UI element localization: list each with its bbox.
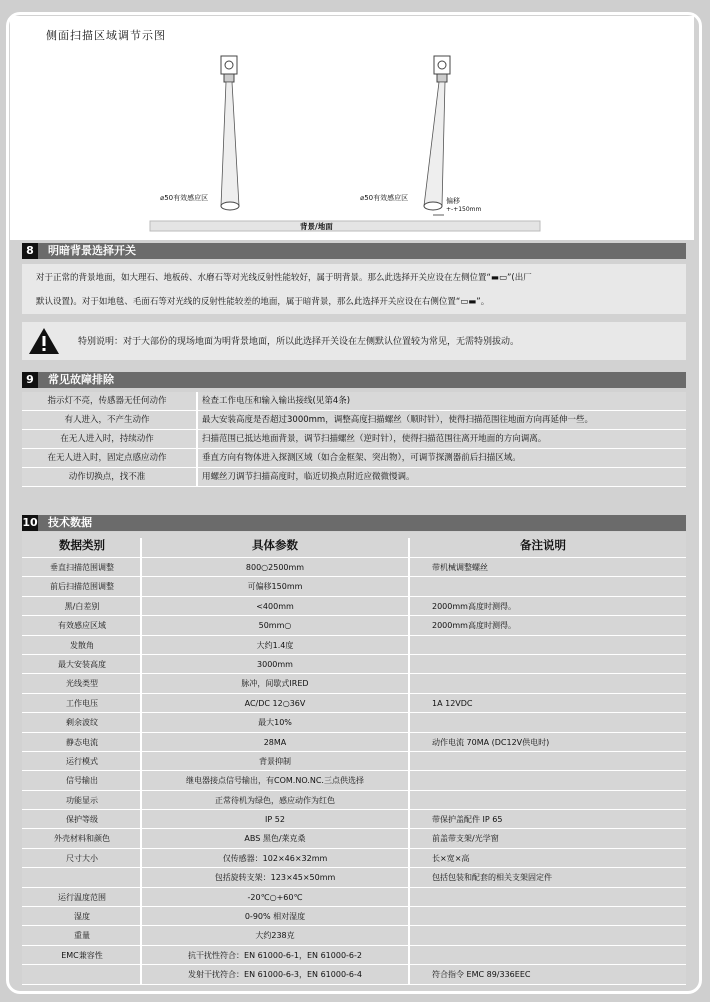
spec-note: 2000mm高度时测得。 xyxy=(432,601,516,611)
fault-solution: 扫描范围已抵达地面背景，调节扫描螺丝（逆时针），使得扫描范围往离开地面的方向调离。 xyxy=(202,434,547,444)
header-note: 备注说明 xyxy=(520,538,566,552)
spec-category: 保护等级 xyxy=(66,815,98,825)
table-row xyxy=(22,752,686,771)
spec-category: 前后扫描范围调整 xyxy=(50,582,114,592)
spec-note: 动作电流 70MA (DC12V供电时) xyxy=(432,737,550,747)
offset-label: 偏移 xyxy=(446,197,460,205)
spec-param: 发射干扰符合：EN 61000-6-3，EN 61000-6-4 xyxy=(188,970,362,980)
spec-param: IP 52 xyxy=(265,815,285,825)
spec-param: 最大10% xyxy=(258,718,292,728)
spec-note: 长×宽×高 xyxy=(432,853,470,863)
spec-category: 尺寸大小 xyxy=(66,853,98,863)
spec-param: 28MA xyxy=(263,737,287,747)
spec-param: 脉冲，间歇式IRED xyxy=(241,679,309,689)
table-row xyxy=(22,636,686,655)
table-row xyxy=(22,868,686,887)
section-10-header xyxy=(22,515,686,531)
right-zone-label: ⌀50有效感应区 xyxy=(360,194,409,202)
spec-param: -20℃○+60℃ xyxy=(247,892,303,902)
table-header xyxy=(22,532,686,558)
spec-category: 重量 xyxy=(74,931,90,941)
spec-param: 800○2500mm xyxy=(245,563,305,572)
table-row xyxy=(22,849,686,868)
spec-param: 继电器接点信号输出，有COM.NO.NC.三点供选择 xyxy=(186,776,364,786)
spec-note: 2000mm高度时测得。 xyxy=(432,621,516,631)
diagram-title: 侧面扫描区域调节示图 xyxy=(46,29,166,42)
spec-param: 大约238克 xyxy=(255,931,295,941)
table-row xyxy=(22,694,686,713)
fault-symptom: 动作切换点，找不准 xyxy=(68,472,146,482)
table-row xyxy=(22,965,686,984)
right-spot xyxy=(424,202,442,210)
fault-solution: 最大安装高度是否超过3000mm，调整高度扫描螺丝（顺时针），使得扫描范围往地面方向再延伸一些。 xyxy=(202,415,593,425)
spec-category: 最大安装高度 xyxy=(58,659,106,669)
fault-symptom: 在无人进入时，固定点感应动作 xyxy=(47,453,167,463)
section-title: 常见故障排除 xyxy=(48,373,114,386)
right-sensor-icon xyxy=(434,56,450,82)
spec-category: 运行模式 xyxy=(66,756,98,766)
spec-param: AC/DC 12○36V xyxy=(244,698,306,708)
spec-param: ABS 黑色/莱克桑 xyxy=(244,834,306,844)
spec-category: 外壳材料和颜色 xyxy=(54,834,110,844)
table-row xyxy=(22,468,686,487)
spec-param: 仅传感器：102×46×32mm xyxy=(222,853,328,863)
spec-param: <400mm xyxy=(256,601,294,611)
spec-category: 湿度 xyxy=(74,912,90,922)
spec-param: 0-90% 相对湿度 xyxy=(244,912,306,922)
spec-category: 信号输出 xyxy=(66,776,98,786)
spec-category: 有效感应区域 xyxy=(58,621,106,631)
spec-category: 工作电压 xyxy=(66,698,98,708)
table-row xyxy=(22,791,686,810)
table-row xyxy=(22,616,686,635)
warning-icon xyxy=(28,326,60,356)
section-number: 8 xyxy=(22,243,38,259)
paragraph-line: 对于正常的背景地面，如大理石、地板砖、水磨石等对光线反射性能较好，属于明背景。那么此选择开关应设在左侧位置“▬▭”(出厂 xyxy=(36,273,532,283)
spec-category: 运行温度范围 xyxy=(58,892,106,902)
section-title: 技术数据 xyxy=(48,516,92,529)
spec-param: 50mm○ xyxy=(258,621,292,631)
table-row xyxy=(22,655,686,674)
table-row xyxy=(22,810,686,829)
left-spot xyxy=(221,202,239,210)
fault-symptom: 在无人进入时，持续动作 xyxy=(60,434,154,444)
table-row xyxy=(22,771,686,790)
table-row xyxy=(22,733,686,752)
fault-solution: 用螺丝刀调节扫描高度时，临近切换点附近应微微慢调。 xyxy=(202,472,415,482)
spec-category: EMC兼容性 xyxy=(61,950,103,960)
section-title: 明暗背景选择开关 xyxy=(48,244,136,257)
header-param: 具体参数 xyxy=(252,538,298,552)
table-row xyxy=(22,946,686,965)
table-row xyxy=(22,392,686,411)
spec-category: 剩余波纹 xyxy=(66,718,98,728)
warning-box xyxy=(22,322,686,360)
spec-param: 包括旋转支架：123×45×50mm xyxy=(214,873,336,883)
spec-category: 光线类型 xyxy=(66,679,98,689)
fault-solution: 垂直方向有物体进入探测区域（如合金框架、突出物），可调节探测器前后扫描区域。 xyxy=(202,453,521,463)
table-row xyxy=(22,907,686,926)
table-row xyxy=(22,829,686,848)
spec-category: 黑/白差别 xyxy=(64,601,100,611)
table-row xyxy=(22,674,686,693)
spec-param: 大约1.4度 xyxy=(256,640,294,650)
spec-category: 发散角 xyxy=(70,640,94,650)
ground-bar xyxy=(150,221,540,231)
fault-symptom: 指示灯不亮，传感器无任何动作 xyxy=(47,396,167,406)
scan-diagram xyxy=(10,16,694,240)
tech-table xyxy=(22,532,686,985)
left-sensor-icon xyxy=(221,56,237,82)
spec-note: 1A 12VDC xyxy=(432,698,473,708)
header-category: 数据类别 xyxy=(59,538,105,552)
section-number: 10 xyxy=(22,516,38,529)
table-row xyxy=(22,926,686,945)
paragraph-line: 默认设置)。对于如地毯、毛面石等对光线的反射性能较差的地面，属于暗背景，那么此选择开关应设在右侧位置“▭▬”。 xyxy=(36,297,490,307)
right-beam xyxy=(424,82,445,206)
section-9-header xyxy=(22,372,686,388)
spec-param: 3000mm xyxy=(257,659,293,669)
offset-dimension: +-+150mm xyxy=(446,206,482,213)
spec-note: 包括包装和配套的相关支架固定件 xyxy=(432,873,552,883)
table-row xyxy=(22,713,686,732)
table-row xyxy=(22,449,686,468)
spec-param: 正常待机为绿色，感应动作为红色 xyxy=(215,795,335,805)
table-row xyxy=(22,888,686,907)
spec-note: 带保护盖配件 IP 65 xyxy=(432,815,503,825)
spec-category: 静态电流 xyxy=(66,737,98,747)
table-row xyxy=(22,558,686,577)
warning-text: 特别说明：对于大部份的现场地面为明背景地面，所以此选择开关设在左侧默认位置较为常见，无需特别拔动。 xyxy=(78,337,520,347)
table-row xyxy=(22,577,686,596)
spec-note: 符合指令 EMC 89/336EEC xyxy=(432,970,531,980)
spec-note: 前盖带支架/光学窗 xyxy=(432,834,499,844)
section-number: 9 xyxy=(22,372,38,388)
spec-param: 可偏移150mm xyxy=(247,582,303,592)
spec-param: 抗干扰性符合：EN 61000-6-1，EN 61000-6-2 xyxy=(188,950,362,960)
fault-table xyxy=(22,392,686,487)
left-zone-label: ⌀50有效感应区 xyxy=(160,194,209,202)
spec-param: 背景抑制 xyxy=(259,756,291,766)
fault-solution: 检查工作电压和输入输出接线(见第4条) xyxy=(202,396,351,406)
table-row xyxy=(22,411,686,430)
diagram-panel xyxy=(10,16,694,240)
spec-note: 带机械调整螺丝 xyxy=(432,563,488,572)
spec-category: 垂直扫描范围调整 xyxy=(50,563,114,572)
table-row xyxy=(22,597,686,616)
spec-category: 功能显示 xyxy=(66,795,98,805)
ground-label: 背景/地面 xyxy=(300,222,333,231)
table-row xyxy=(22,430,686,449)
section-8-body xyxy=(22,264,686,314)
left-beam xyxy=(221,82,239,206)
section-8-header xyxy=(22,243,686,259)
fault-symptom: 有人进入，不产生动作 xyxy=(64,415,150,425)
